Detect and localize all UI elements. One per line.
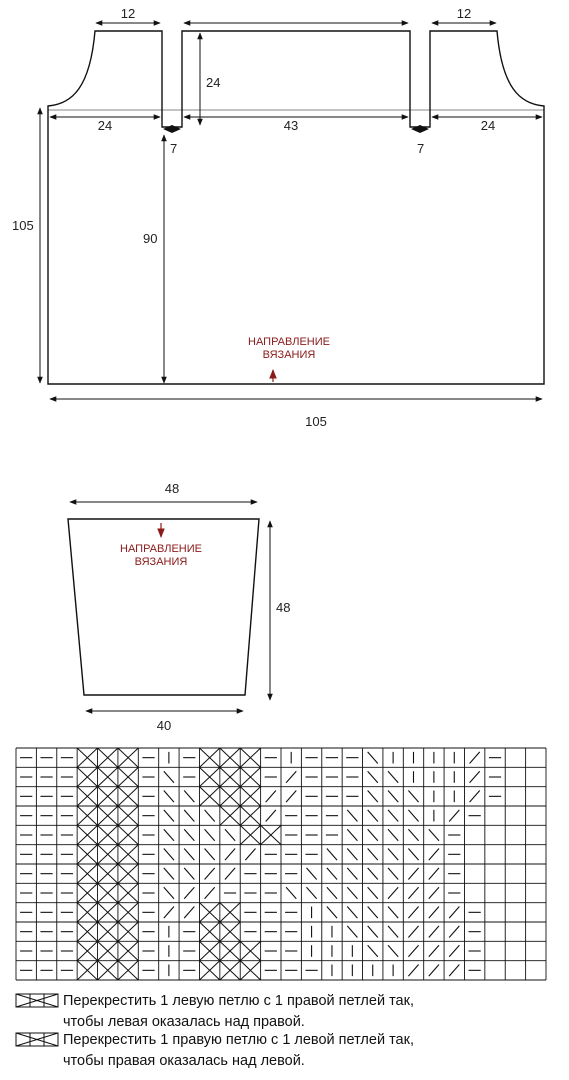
left-slant-stitch-symbol xyxy=(449,945,459,957)
right-slant-stitch-symbol xyxy=(368,771,378,783)
right-slant-stitch-symbol xyxy=(368,945,378,957)
dim-shoulder-right: 12 xyxy=(456,6,472,21)
cable-cross-symbol xyxy=(118,825,138,844)
cable-cross-symbol xyxy=(77,845,97,864)
right-slant-stitch-symbol xyxy=(327,907,337,919)
right-slant-stitch-symbol xyxy=(408,829,418,841)
right-slant-stitch-symbol xyxy=(347,887,357,899)
right-slant-stitch-symbol xyxy=(429,829,439,841)
right-slant-stitch-symbol xyxy=(164,771,174,783)
cable-cross-symbol xyxy=(77,941,97,960)
left-slant-stitch-symbol xyxy=(408,945,418,957)
cross-right-over-left-icon xyxy=(16,1033,58,1046)
dim-body-height: 90 xyxy=(143,231,158,246)
cable-cross-symbol xyxy=(199,961,219,980)
right-slant-stitch-symbol xyxy=(368,810,378,822)
left-slant-stitch-symbol xyxy=(266,791,276,803)
right-slant-stitch-symbol xyxy=(205,829,215,841)
cable-cross-symbol xyxy=(118,922,138,941)
left-slant-stitch-symbol xyxy=(449,926,459,938)
cable-cross-symbol xyxy=(199,767,219,786)
left-slant-stitch-symbol xyxy=(388,887,398,899)
cable-cross-symbol xyxy=(240,825,260,844)
left-slant-stitch-symbol xyxy=(225,868,235,880)
cable-cross-symbol xyxy=(98,845,118,864)
left-slant-stitch-symbol xyxy=(286,771,296,783)
right-slant-stitch-symbol xyxy=(368,926,378,938)
cable-cross-symbol xyxy=(240,961,260,980)
cable-cross-symbol xyxy=(98,806,118,825)
left-slant-stitch-symbol xyxy=(449,965,459,977)
dim-gap-left: 7 xyxy=(170,141,178,156)
body-outline xyxy=(48,31,544,384)
right-slant-stitch-symbol xyxy=(347,829,357,841)
right-slant-stitch-symbol xyxy=(164,829,174,841)
left-slant-stitch-symbol xyxy=(429,965,439,977)
right-slant-stitch-symbol xyxy=(388,849,398,861)
sleeve-schematic xyxy=(68,481,290,733)
left-slant-stitch-symbol xyxy=(164,907,174,919)
cable-cross-symbol xyxy=(220,941,240,960)
left-slant-stitch-symbol xyxy=(266,810,276,822)
right-slant-stitch-symbol xyxy=(368,829,378,841)
left-slant-stitch-symbol xyxy=(449,907,459,919)
dim-neck-width: 43 xyxy=(283,118,299,133)
cable-cross-symbol xyxy=(98,748,118,767)
cable-cross-symbol xyxy=(98,864,118,883)
right-slant-stitch-symbol xyxy=(184,829,194,841)
cable-cross-symbol xyxy=(77,825,97,844)
right-slant-stitch-symbol xyxy=(388,810,398,822)
cable-cross-symbol xyxy=(98,941,118,960)
right-slant-stitch-symbol xyxy=(184,868,194,880)
right-slant-stitch-symbol xyxy=(184,810,194,822)
cable-cross-symbol xyxy=(118,787,138,806)
right-slant-stitch-symbol xyxy=(347,868,357,880)
cable-cross-symbol xyxy=(220,922,240,941)
left-slant-stitch-symbol xyxy=(184,887,194,899)
right-slant-stitch-symbol xyxy=(225,829,235,841)
right-slant-stitch-symbol xyxy=(184,849,194,861)
gap-left-marker xyxy=(163,125,181,133)
dim-total-width: 105 xyxy=(305,414,327,429)
right-slant-stitch-symbol xyxy=(205,849,215,861)
right-slant-stitch-symbol xyxy=(286,887,296,899)
cable-cross-symbol xyxy=(77,748,97,767)
cable-cross-symbol xyxy=(77,883,97,902)
left-slant-stitch-symbol xyxy=(429,868,439,880)
direction-label-sleeve-1: НАПРАВЛЕНИЕ xyxy=(120,543,202,555)
cable-cross-symbol xyxy=(118,767,138,786)
left-slant-stitch-symbol xyxy=(429,945,439,957)
right-slant-stitch-symbol xyxy=(347,810,357,822)
dim-gap-right: 7 xyxy=(417,141,425,156)
right-slant-stitch-symbol xyxy=(408,810,418,822)
cable-cross-symbol xyxy=(118,941,138,960)
legend xyxy=(16,993,414,1069)
right-slant-stitch-symbol xyxy=(368,752,378,764)
right-slant-stitch-symbol xyxy=(306,868,316,880)
right-slant-stitch-symbol xyxy=(327,868,337,880)
cable-cross-symbol xyxy=(220,767,240,786)
cable-cross-symbol xyxy=(240,767,260,786)
left-slant-stitch-symbol xyxy=(449,810,459,822)
legend-2-line-1: Перекрестить 1 правую петлю с 1 левой петлей так, xyxy=(63,1032,414,1048)
direction-label-body-1: НАПРАВЛЕНИЕ xyxy=(248,336,330,348)
cable-cross-symbol xyxy=(199,922,219,941)
cable-cross-symbol xyxy=(199,903,219,922)
cable-cross-symbol xyxy=(77,864,97,883)
cable-cross-symbol xyxy=(118,883,138,902)
right-slant-stitch-symbol xyxy=(388,868,398,880)
cable-cross-symbol xyxy=(220,903,240,922)
left-slant-stitch-symbol xyxy=(286,791,296,803)
cable-cross-symbol xyxy=(118,806,138,825)
right-slant-stitch-symbol xyxy=(388,926,398,938)
right-slant-stitch-symbol xyxy=(327,887,337,899)
dim-left-panel: 24 xyxy=(97,118,113,133)
cable-cross-symbol xyxy=(77,767,97,786)
cable-cross-symbol xyxy=(199,787,219,806)
right-slant-stitch-symbol xyxy=(205,810,215,822)
right-slant-stitch-symbol xyxy=(388,907,398,919)
cable-cross-symbol xyxy=(77,922,97,941)
cable-cross-symbol xyxy=(240,787,260,806)
right-slant-stitch-symbol xyxy=(408,849,418,861)
dim-sleeve-bottom: 40 xyxy=(156,718,172,733)
right-slant-stitch-symbol xyxy=(388,829,398,841)
right-slant-stitch-symbol xyxy=(164,868,174,880)
right-slant-stitch-symbol xyxy=(368,849,378,861)
left-slant-stitch-symbol xyxy=(408,868,418,880)
right-slant-stitch-symbol xyxy=(164,791,174,803)
cable-cross-symbol xyxy=(98,767,118,786)
cable-cross-symbol xyxy=(98,903,118,922)
stitch-chart xyxy=(16,748,546,980)
right-slant-stitch-symbol xyxy=(347,926,357,938)
left-slant-stitch-symbol xyxy=(245,849,255,861)
cable-cross-symbol xyxy=(220,748,240,767)
cable-cross-symbol xyxy=(118,864,138,883)
cable-cross-symbol xyxy=(98,922,118,941)
right-slant-stitch-symbol xyxy=(388,771,398,783)
cable-cross-symbol xyxy=(220,961,240,980)
cable-cross-symbol xyxy=(118,903,138,922)
cable-cross-symbol xyxy=(77,903,97,922)
cable-cross-symbol xyxy=(240,941,260,960)
left-slant-stitch-symbol xyxy=(429,849,439,861)
right-slant-stitch-symbol xyxy=(368,868,378,880)
cable-cross-symbol xyxy=(118,961,138,980)
gap-right-marker xyxy=(411,125,429,133)
legend-1-line-2: чтобы левая оказалась над правой. xyxy=(63,1014,305,1030)
cable-cross-symbol xyxy=(98,961,118,980)
right-slant-stitch-symbol xyxy=(347,907,357,919)
cable-cross-symbol xyxy=(199,941,219,960)
right-slant-stitch-symbol xyxy=(164,810,174,822)
left-slant-stitch-symbol xyxy=(470,752,480,764)
dim-sleeve-height: 48 xyxy=(276,600,291,615)
cable-cross-symbol xyxy=(199,748,219,767)
right-slant-stitch-symbol xyxy=(368,907,378,919)
right-slant-stitch-symbol xyxy=(388,791,398,803)
left-slant-stitch-symbol xyxy=(429,926,439,938)
cable-cross-symbol xyxy=(118,748,138,767)
cable-cross-symbol xyxy=(220,787,240,806)
legend-1-line-1: Перекрестить 1 левую петлю с 1 правой петлей так, xyxy=(63,993,414,1009)
direction-label-sleeve-2: ВЯЗАНИЯ xyxy=(134,556,188,568)
left-slant-stitch-symbol xyxy=(470,791,480,803)
dim-shoulder-left: 12 xyxy=(120,6,136,21)
cable-cross-symbol xyxy=(98,883,118,902)
dim-total-height: 105 xyxy=(12,218,34,233)
left-slant-stitch-symbol xyxy=(429,887,439,899)
left-slant-stitch-symbol xyxy=(408,907,418,919)
legend-2-line-2: чтобы правая оказалась над левой. xyxy=(63,1053,305,1069)
cable-cross-symbol xyxy=(240,748,260,767)
cable-cross-symbol xyxy=(118,845,138,864)
right-slant-stitch-symbol xyxy=(306,887,316,899)
right-slant-stitch-symbol xyxy=(164,887,174,899)
right-slant-stitch-symbol xyxy=(368,791,378,803)
cross-left-over-right-icon xyxy=(16,994,58,1007)
dim-right-panel: 24 xyxy=(480,118,496,133)
cable-cross-symbol xyxy=(240,806,260,825)
right-slant-stitch-symbol xyxy=(184,791,194,803)
right-slant-stitch-symbol xyxy=(327,849,337,861)
cable-cross-symbol xyxy=(98,787,118,806)
body-schematic xyxy=(12,6,544,429)
cable-cross-symbol xyxy=(261,825,281,844)
left-slant-stitch-symbol xyxy=(205,868,215,880)
left-slant-stitch-symbol xyxy=(429,907,439,919)
cable-cross-symbol xyxy=(220,806,240,825)
right-slant-stitch-symbol xyxy=(408,791,418,803)
cable-cross-symbol xyxy=(77,787,97,806)
cable-cross-symbol xyxy=(77,806,97,825)
right-slant-stitch-symbol xyxy=(368,887,378,899)
left-slant-stitch-symbol xyxy=(408,926,418,938)
left-slant-stitch-symbol xyxy=(205,887,215,899)
left-slant-stitch-symbol xyxy=(184,907,194,919)
cable-cross-symbol xyxy=(98,825,118,844)
left-slant-stitch-symbol xyxy=(470,771,480,783)
dim-neck-depth: 24 xyxy=(206,75,221,90)
left-slant-stitch-symbol xyxy=(225,849,235,861)
right-slant-stitch-symbol xyxy=(388,945,398,957)
left-slant-stitch-symbol xyxy=(408,887,418,899)
direction-label-body-2: ВЯЗАНИЯ xyxy=(262,349,316,361)
dim-sleeve-top: 48 xyxy=(164,481,180,496)
right-slant-stitch-symbol xyxy=(164,849,174,861)
left-slant-stitch-symbol xyxy=(408,965,418,977)
cable-cross-symbol xyxy=(77,961,97,980)
right-slant-stitch-symbol xyxy=(347,849,357,861)
